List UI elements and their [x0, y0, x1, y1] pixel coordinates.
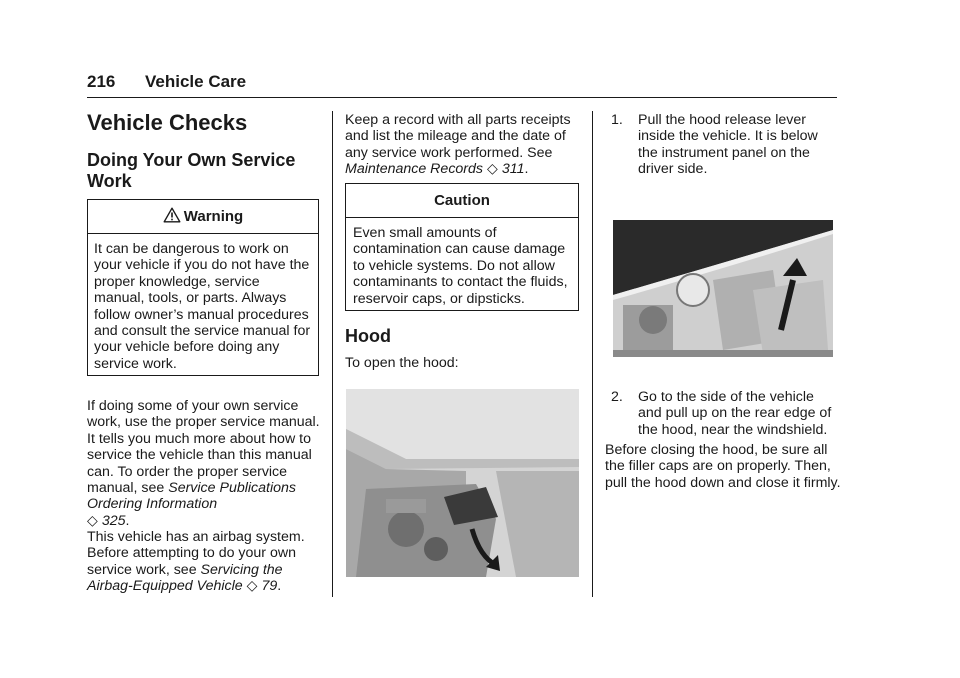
warning-box	[87, 199, 319, 376]
warning-header	[88, 200, 318, 234]
page-ref[interactable]: 311	[501, 161, 525, 178]
ref-icon: ◇	[246, 578, 258, 595]
page-number: 216	[87, 72, 116, 91]
caution-text: Even small amounts of contamination can cause damage to vehicle systems. Do not allow contaminants to contact the fluids, reservoir caps, or dipsticks.	[353, 225, 568, 307]
hood-release-lever-illustration	[346, 389, 579, 577]
column-divider	[332, 111, 333, 597]
step-number: 1.	[611, 112, 623, 128]
ref-icon: ◇	[87, 512, 98, 529]
hood-heading: Hood	[345, 326, 391, 346]
warning-text: It can be dangerous to work on your vehicle if you do not have the proper knowledge, service manual, tools, or parts. Always follow owner’s manual procedures and consult the service manual for your vehicle before doing any service work.	[94, 241, 311, 372]
records-paragraph: Keep a record with all parts receipts and list the mileage and the date of any service work performed. See Maintenance Records ◇ 311.	[345, 112, 571, 178]
step-1	[611, 112, 841, 178]
step-number: 2.	[611, 389, 623, 405]
column-divider	[592, 111, 593, 597]
link-maintenance-records[interactable]: Maintenance Records	[345, 161, 484, 178]
step-2	[611, 389, 841, 438]
link-service-publications[interactable]: Service Publications Ordering Information	[87, 480, 296, 513]
section-title: Vehicle Care	[145, 72, 247, 91]
link-airbag[interactable]: Servicing the Airbag-Equipped Vehicle	[87, 561, 283, 595]
hood-intro: To open the hood:	[345, 355, 459, 371]
step-text: Go to the side of the vehicle and pull up on the rear edge of the hood, near the windshield.	[638, 389, 832, 438]
hood-lift-illustration	[613, 220, 833, 357]
caution-title: Caution	[346, 184, 578, 218]
warning-title: Warning	[183, 208, 244, 225]
service-paragraph: If doing some of your own service work, use the proper service manual. It tells you much more about how to service the vehicle than this manual can. To order the proper service manual, see Service Publications Ordering Information ◇ 325.	[87, 398, 320, 529]
page-heading: Vehicle Checks	[87, 110, 248, 135]
closing-paragraph: Before closing the hood, be sure all the filler caps are on properly. Then, pull the hood down and close it firmly.	[605, 442, 841, 491]
warning-icon	[163, 207, 181, 223]
page-ref[interactable]: 79	[261, 578, 278, 595]
airbag-paragraph: This vehicle has an airbag system. Before attempting to do your own service work, see Servicing the Airbag-Equipped Vehicle ◇ 79.	[87, 529, 305, 595]
step-text: Pull the hood release lever inside the vehicle. It is below the instrument panel on the driver side.	[638, 112, 818, 178]
ref-icon: ◇	[486, 161, 498, 178]
caution-box	[345, 183, 579, 311]
page-ref[interactable]: 325	[101, 512, 126, 529]
subheading: Doing Your Own Service Work	[87, 150, 296, 191]
header-rule	[87, 97, 837, 98]
